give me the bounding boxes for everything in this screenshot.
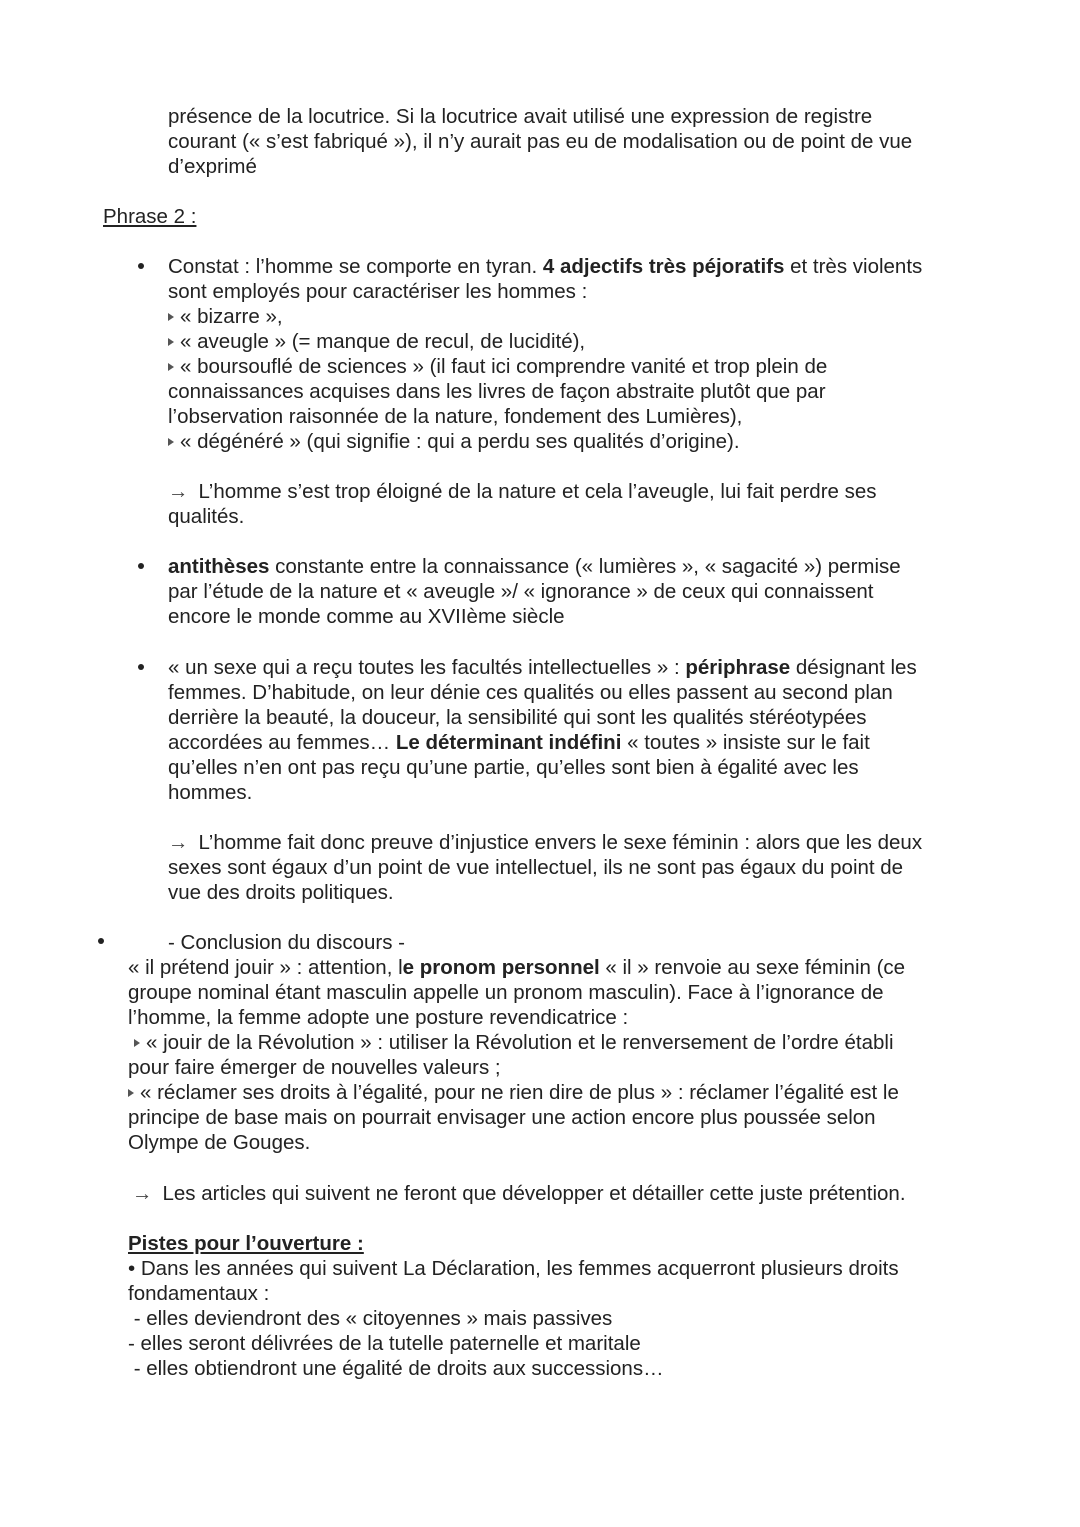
- text-span: « boursouflé de sciences » (il faut ici comprendre vanité et trop plein de: [180, 355, 828, 378]
- bold-text: e pronom personnel: [402, 956, 600, 979]
- text-line: groupe nominal étant masculin appelle un pronom masculin). Face à l’ignorance de: [128, 981, 884, 1004]
- bullet-antitheses: [168, 554, 1048, 629]
- intro-paragraph: [168, 104, 1048, 179]
- text-span: « aveugle » (= manque de recul, de lucidité),: [180, 330, 586, 353]
- bold-text: antithèses: [168, 555, 270, 578]
- conclusion-note: [168, 479, 1048, 529]
- text-line: par l’étude de la nature et « aveugle »/ « ignorance » de ceux qui connaissent: [168, 580, 874, 603]
- bullet-icon: [136, 664, 146, 674]
- triangle-bullet-icon: [168, 313, 174, 321]
- text-span: et très violents: [784, 255, 923, 278]
- triangle-bullet-icon: [168, 338, 174, 346]
- text-line: vue des droits politiques.: [168, 881, 394, 904]
- text-span: « un sexe qui a reçu toutes les facultés intellectuelles » :: [168, 656, 686, 679]
- text-span: accordées au femmes…: [168, 731, 396, 754]
- bold-text: périphrase: [685, 656, 791, 679]
- text-line: hommes.: [168, 781, 253, 804]
- ouverture-section: [128, 1231, 1048, 1381]
- bullet-icon: [136, 563, 146, 573]
- bold-text: 4 adjectifs très péjoratifs: [542, 255, 785, 278]
- text-span: Constat : l’homme se comporte en tyran.: [168, 255, 543, 278]
- text-line: • Dans les années qui suivent La Déclaration, les femmes acquerront plusieurs droits: [128, 1257, 899, 1280]
- text-span: « bizarre »,: [180, 305, 283, 328]
- text-line: femmes. D’habitude, on leur dénie ces qualités ou elles passent au second plan: [168, 681, 893, 704]
- bullet-conclusion-discours: [128, 955, 1048, 1155]
- text-span: « toutes » insiste sur le fait: [621, 731, 870, 754]
- triangle-bullet-icon: [128, 1089, 134, 1097]
- text-span: « il prétend jouir » : attention, l: [128, 956, 403, 979]
- text-span: « réclamer ses droits à l’égalité, pour ne rien dire de plus » : réclamer l’égalité est le: [140, 1081, 899, 1104]
- text-line: fondamentaux :: [128, 1282, 270, 1305]
- text-line: l’homme, la femme adopte une posture revendicatrice :: [128, 1006, 629, 1029]
- arrow-icon: →: [132, 1182, 153, 1205]
- conclusion-note: [168, 830, 1058, 905]
- text-line: pour faire émerger de nouvelles valeurs ;: [128, 1056, 501, 1079]
- bullet-periphrase: [168, 655, 1048, 805]
- bold-text: Le déterminant indéfini: [395, 731, 622, 754]
- text-line: sexes sont égaux d’un point de vue intellectuel, ils ne sont pas égaux du point de: [168, 856, 904, 879]
- text-line: sont employés pour caractériser les hommes :: [168, 280, 588, 303]
- triangle-bullet-icon: [168, 363, 174, 371]
- arrow-icon: →: [168, 831, 189, 854]
- text-line: qu’elles n’en ont pas reçu qu’une partie, qu’elles sont bien à égalité avec les: [168, 756, 859, 779]
- text-line: - elles seront délivrées de la tutelle paternelle et maritale: [128, 1332, 641, 1355]
- text-span: « dégénéré » (qui signifie : qui a perdu ses qualités d’origine).: [180, 430, 740, 453]
- bullet-constat: [168, 254, 1058, 454]
- text-line: qualités.: [168, 505, 245, 528]
- text-span: constante entre la connaissance (« lumières », « sagacité ») permise: [269, 555, 901, 578]
- text-line: présence de la locutrice. Si la locutrice avait utilisé une expression de registre: [168, 105, 873, 128]
- text-line: connaissances acquises dans les livres de façon abstraite plutôt que par: [168, 380, 826, 403]
- triangle-bullet-icon: [168, 438, 174, 446]
- text-line: principe de base mais on pourrait envisager une action encore plus poussée selon: [128, 1106, 876, 1129]
- text-span: désignant les: [790, 656, 917, 679]
- bullet-icon: [96, 938, 106, 948]
- text-span: L’homme s’est trop éloigné de la nature et cela l’aveugle, lui fait perdre ses: [198, 480, 877, 503]
- text-line: - elles deviendront des « citoyennes » mais passives: [128, 1307, 613, 1330]
- ouverture-heading: Pistes pour l’ouverture :: [128, 1232, 364, 1255]
- text-line: derrière la beauté, la douceur, la sensibilité qui sont les qualités stéréotypées: [168, 706, 867, 729]
- conclusion-note: [132, 1181, 1052, 1206]
- text-line: d’exprimé: [168, 155, 257, 178]
- text-line: courant (« s’est fabriqué »), il n’y aurait pas eu de modalisation ou de point de vue: [168, 130, 913, 153]
- text-line: Olympe de Gouges.: [128, 1131, 311, 1154]
- text-line: encore le monde comme au XVIIème siècle: [168, 605, 565, 628]
- text-span: « jouir de la Révolution » : utiliser la Révolution et le renversement de l’ordre établi: [146, 1031, 894, 1054]
- bullet-icon: [136, 263, 146, 273]
- section-heading-phrase-2: Phrase 2 :: [103, 205, 197, 228]
- text-span: Les articles qui suivent ne feront que développer et détailler cette juste prétention.: [162, 1182, 906, 1205]
- triangle-bullet-icon: [134, 1039, 140, 1047]
- conclusion-heading: - Conclusion du discours -: [168, 931, 405, 954]
- text-line: - elles obtiendront une égalité de droits aux successions…: [128, 1357, 664, 1380]
- arrow-icon: →: [168, 480, 189, 503]
- text-span: L’homme fait donc preuve d’injustice envers le sexe féminin : alors que les deux: [198, 831, 923, 854]
- text-span: « il » renvoie au sexe féminin (ce: [599, 956, 906, 979]
- text-line: l’observation raisonnée de la nature, fondement des Lumières),: [168, 405, 743, 428]
